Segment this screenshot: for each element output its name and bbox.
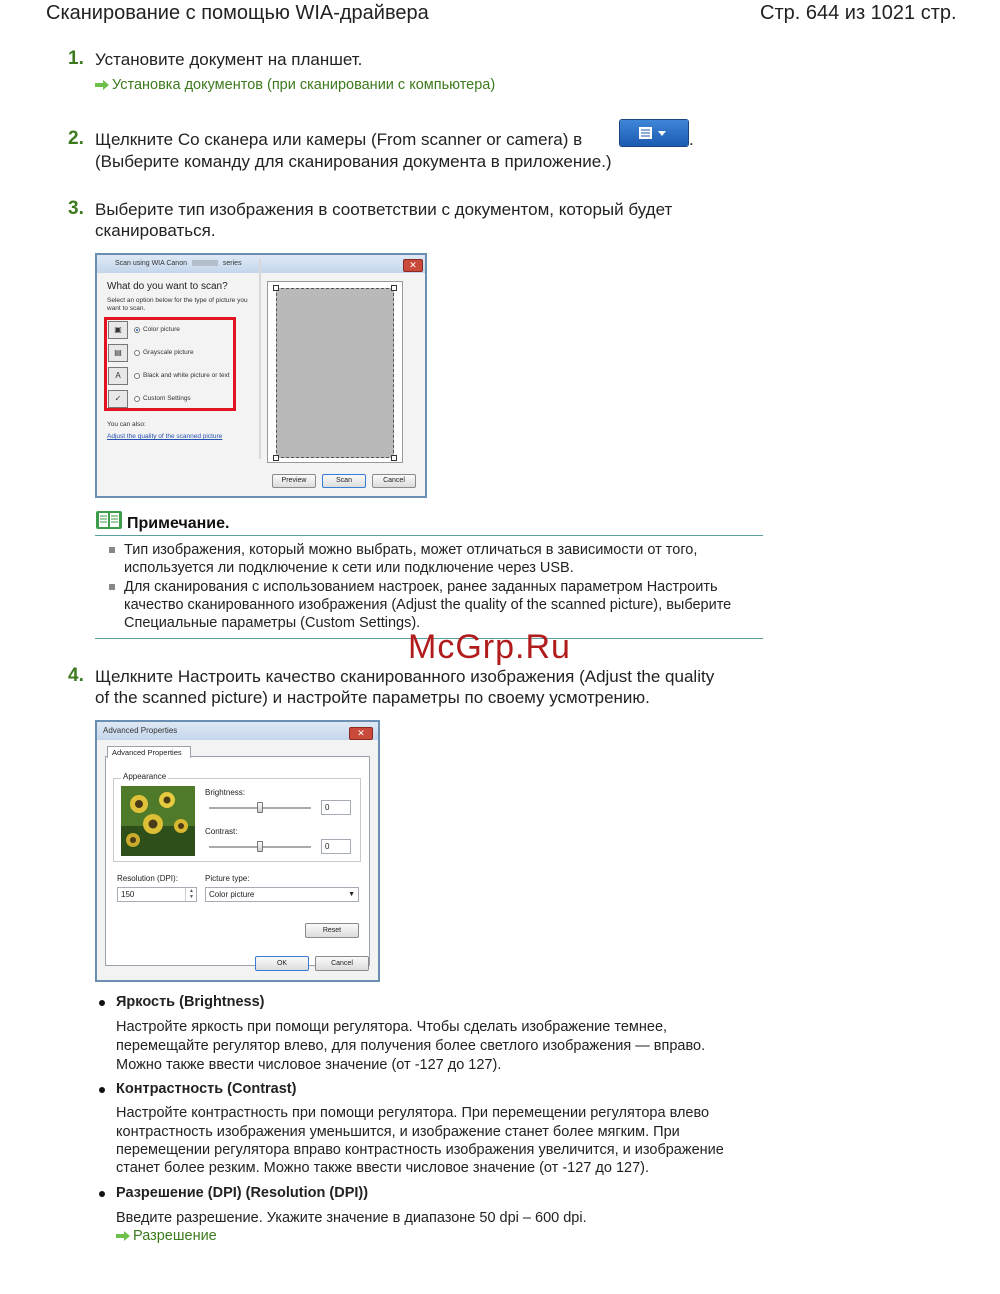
arrow-right-icon [95,80,109,90]
watermark: McGrp.Ru [408,628,571,666]
brightness-input[interactable]: 0 [321,800,351,815]
resolution-input[interactable]: 150 [117,887,197,902]
section-title: Разрешение (DPI) (Resolution (DPI)) [116,1185,369,1201]
custom-settings-radio[interactable] [134,396,140,402]
step-number: 2. [68,128,84,149]
section-line: Настройте яркость при помощи регулятора. Чтобы сделать изображение темнее, [116,1019,668,1035]
section-line: Настройте контрастность при помощи регулятора. При перемещении регулятора влево [116,1105,710,1121]
resolution-spinner[interactable]: ▲ ▼ [185,888,197,901]
adv-titlebar: Advanced Properties [97,722,378,740]
page-counter: Стр. 644 из 1021 стр. [760,2,957,24]
divider [259,259,261,459]
cancel-button[interactable]: Cancel [372,474,416,488]
resolution-label: Resolution (DPI): [117,874,178,883]
section-bullet [99,1087,105,1093]
preview-pane [267,281,403,463]
note-line: Для сканирования с использованием настроек, ранее заданных параметром Настроить [124,579,718,595]
chevron-down-icon: ▼ [348,891,355,898]
ok-button[interactable]: OK [255,956,309,971]
step-number: 4. [68,665,84,686]
step-text: сканироваться. [95,221,216,240]
note-top-rule [95,535,763,536]
section-bullet [99,1000,105,1006]
picture-type-select[interactable]: Color picture ▼ [205,887,359,902]
note-bullet [109,547,115,553]
brightness-slider-thumb[interactable] [257,802,263,813]
custom-settings-icon: ✓ [108,390,128,408]
crop-handle[interactable] [391,285,397,291]
tab-advanced-properties[interactable]: Advanced Properties [107,746,191,758]
step-number: 1. [68,48,84,69]
reset-button[interactable]: Reset [305,923,359,938]
flower-preview-image [121,786,195,856]
section-line: перемещении регулятора вправо контрастность изображения увеличится, и изображение [116,1142,724,1158]
grayscale-picture-radio[interactable] [134,350,140,356]
adjust-quality-link[interactable]: Adjust the quality of the scanned picture [107,433,223,440]
section-line: Введите разрешение. Укажите значение в диапазоне 50 dpi – 600 dpi. [116,1210,587,1226]
option-label: Custom Settings [143,395,191,402]
note-line: Тип изображения, который можно выбрать, может отличаться в зависимости от того, [124,542,698,558]
arrow-right-icon [116,1231,130,1241]
option-label: Color picture [143,326,180,333]
section-bullet [99,1191,105,1197]
scan-toolbar-button[interactable] [620,120,688,146]
step-text: of the scanned picture) и настройте параметры по своему усмотрению. [95,688,650,707]
section-title: Яркость (Brightness) [116,994,265,1010]
scan-dialog-titlebar: Scan using WIA Canon series [97,255,425,273]
preview-button[interactable]: Preview [272,474,316,488]
model-redaction [192,260,218,266]
step-text: Щелкните Настроить качество сканированного изображения (Adjust the quality [95,667,715,686]
color-picture-icon: ▣ [108,321,128,339]
note-bullet [109,584,115,590]
section-line: Можно также ввести числовое значение (от -127 до 127). [116,1057,502,1073]
contrast-input[interactable]: 0 [321,839,351,854]
brightness-label: Brightness: [205,788,246,797]
note-title: Примечание. [127,515,230,532]
placing-documents-link[interactable]: Установка документов (при сканировании с компьютера) [95,77,495,93]
close-icon[interactable]: ✕ [349,727,373,740]
step-text-suffix: . [689,130,694,149]
scan-dialog [95,253,427,498]
section-line: перемещайте регулятор влево, для получения более светлого изображения — вправо. [116,1038,706,1054]
contrast-slider-thumb[interactable] [257,841,263,852]
note-line: используется ли подключение к сети или подключение через USB. [124,560,574,576]
grayscale-picture-icon: ▤ [108,344,128,362]
step-number: 3. [68,198,84,219]
scan-subtext: want to scan. [107,305,146,312]
note-line: Специальные параметры (Custom Settings). [124,615,421,631]
crop-handle[interactable] [391,455,397,461]
document-title: Сканирование с помощью WIA-драйвера [46,2,429,24]
section-title: Контрастность (Contrast) [116,1081,297,1097]
advanced-properties-dialog [95,720,380,982]
step-text: (Выберите команду для сканирования документа в приложение.) [95,152,612,171]
color-picture-radio[interactable] [134,327,140,333]
note-book-icon [95,510,123,530]
black-white-radio[interactable] [134,373,140,379]
scan-menu-icon [638,125,672,141]
option-label: Black and white picture or text [143,372,230,379]
scan-subtext: Select an option below for the type of picture you [107,297,248,304]
section-line: станет более резким. Можно также ввести числовое значение (от -127 до 127). [116,1160,650,1176]
section-line: контрастность изображения уменьшится, и изображение станет более мягким. При [116,1124,680,1140]
scan-heading: What do you want to scan? [107,281,228,292]
cancel-button[interactable]: Cancel [315,956,369,971]
you-can-also-label: You can also: [107,421,146,428]
step-text: Выберите тип изображения в соответствии с документом, который будет [95,200,673,219]
appearance-label: Appearance [123,772,167,781]
step-text: Щелкните Со сканера или камеры (From scanner or camera) в [95,130,583,149]
crop-handle[interactable] [273,455,279,461]
crop-handle[interactable] [273,285,279,291]
scan-button[interactable]: Scan [322,474,366,488]
option-label: Grayscale picture [143,349,194,356]
preview-scan-area[interactable] [276,288,394,458]
note-line: качество сканированного изображения (Adjust the quality of the scanned picture), выберите [124,597,732,613]
picture-type-label: Picture type: [205,874,250,883]
resolution-link[interactable]: Разрешение [116,1228,217,1244]
contrast-label: Contrast: [205,827,238,836]
black-white-text-icon: A [108,367,128,385]
step-text: Установите документ на планшет. [95,50,363,69]
close-icon[interactable]: ✕ [403,259,423,272]
